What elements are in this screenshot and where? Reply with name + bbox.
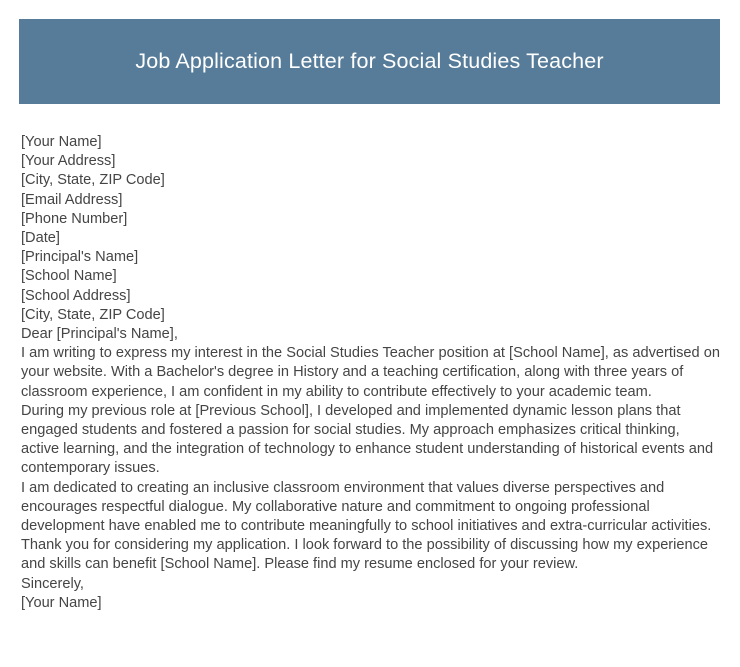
sender-line-date: [Date] [21, 230, 60, 247]
sender-line-name: [Your Name] [21, 134, 102, 150]
sender-line-phone: [Phone Number] [21, 210, 128, 227]
sender-line-email: [Email Address] [21, 191, 123, 208]
paragraph-closing-thanks: Thank you for considering my application. I look forward to the possibility of discussing how my experience and skills can benefit [School Name]. Please find my resume enclosed for your review. [21, 537, 709, 573]
recipient-line-city-state-zip: [City, State, ZIP Code] [21, 306, 165, 323]
sender-line-city-state-zip: [City, State, ZIP Code] [21, 172, 165, 189]
document-header-banner [19, 19, 720, 104]
sender-line-address: [Your Address] [21, 153, 116, 170]
signature-name: [Your Name] [21, 594, 102, 611]
sender-address-block [21, 133, 721, 248]
paragraph-classroom-values: I am dedicated to creating an inclusive classroom environment that values diverse perspectives and encourages respectful dialogue. My collaborative nature and commitment to ongoing professional development have enabled me to contribute meaningfully to school initiatives and extra-curricular activities. [21, 479, 712, 535]
closing-salutation: Sincerely, [21, 575, 84, 592]
page-title: Job Application Letter for Social Studies Teacher [135, 48, 604, 73]
recipient-line-school-name: [School Name] [21, 268, 117, 285]
recipient-line-principal-name: [Principal's Name] [21, 249, 139, 266]
recipient-address-block [21, 248, 721, 325]
paragraph-experience: During my previous role at [Previous School], I developed and implemented dynamic lesson plans that engaged students and fostered a passion for social studies. My approach emphasizes critical thinking, active learning, and the integration of technology to enhance student understanding of historical events and contemporary issues. [21, 402, 714, 477]
paragraph-intro: I am writing to express my interest in the Social Studies Teacher position at [School Name], as advertised on your website. With a Bachelor's degree in History and a teaching certification, along with three years of classroom experience, I am confident in my ability to contribute effectively to your academic team. [21, 345, 720, 400]
salutation: Dear [Principal's Name], [21, 326, 178, 343]
recipient-line-school-address: [School Address] [21, 287, 131, 304]
letter-content [21, 133, 721, 613]
